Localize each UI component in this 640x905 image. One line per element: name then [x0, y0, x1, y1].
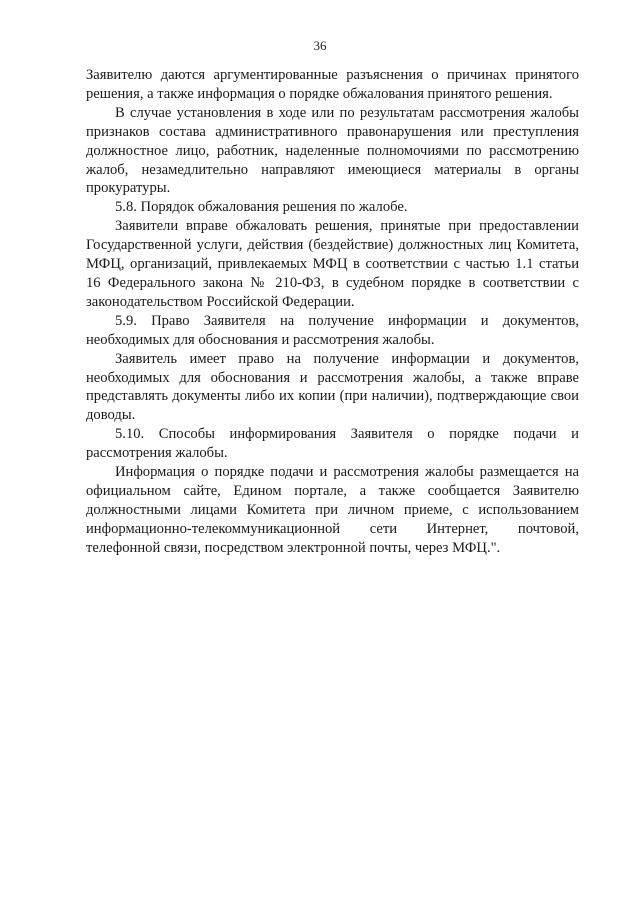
- paragraph-information-channels: Информация о порядке подачи и рассмотрения жалобы размещается на официальном сайте, Едином портале, а также сообщается Заявителю должностными лицами Комитета при личном приеме, с использованием информационно-телекоммуникационной сети Интернет, почтовой, телефонной связи, посредством электронной почты, через МФЦ.".: [86, 464, 579, 556]
- paragraph-information-rights: Заявитель имеет право на получение информации и документов, необходимых для обоснования и рассмотрения жалобы, а также вправе представлять документы либо их копии (при наличии), подтверждающие свои доводы.: [86, 350, 579, 424]
- section-heading-5-9: 5.9. Право Заявителя на получение информации и документов, необходимых для обоснования и рассмотрения жалобы.: [86, 312, 579, 348]
- paragraph-prosecutor-referral: В случае установления в ходе или по результатам рассмотрения жалобы признаков состава административного правонарушения или преступления должностное лицо, работник, наделенные полномочиями по рассмотрению жалоб, незамедлительно направляют имеющиеся материалы в органы прокуратуры.: [86, 104, 579, 197]
- page-number: 36: [313, 38, 327, 53]
- section-heading-5-10: 5.10. Способы информирования Заявителя о порядке подачи и рассмотрения жалобы.: [86, 426, 579, 462]
- paragraph-explanation: Заявителю даются аргументированные разъяснения о причинах принятого решения, а также информация о порядке обжалования принятого решения.: [86, 67, 579, 102]
- document-body: [86, 66, 579, 558]
- section-heading-5-8: 5.8. Порядок обжалования решения по жалобе.: [115, 199, 408, 216]
- paragraph-appeal-rights: Заявители вправе обжаловать решения, принятые при предоставлении Государственной услуги, действия (бездействие) должностных лиц Комитета, МФЦ, организаций, привлекаемых МФЦ в соответствии с частью 1.1 статьи 16 Федерального закона № 210-ФЗ, в судебном порядке в соответствии с законодательством Российской Федерации.: [86, 218, 579, 310]
